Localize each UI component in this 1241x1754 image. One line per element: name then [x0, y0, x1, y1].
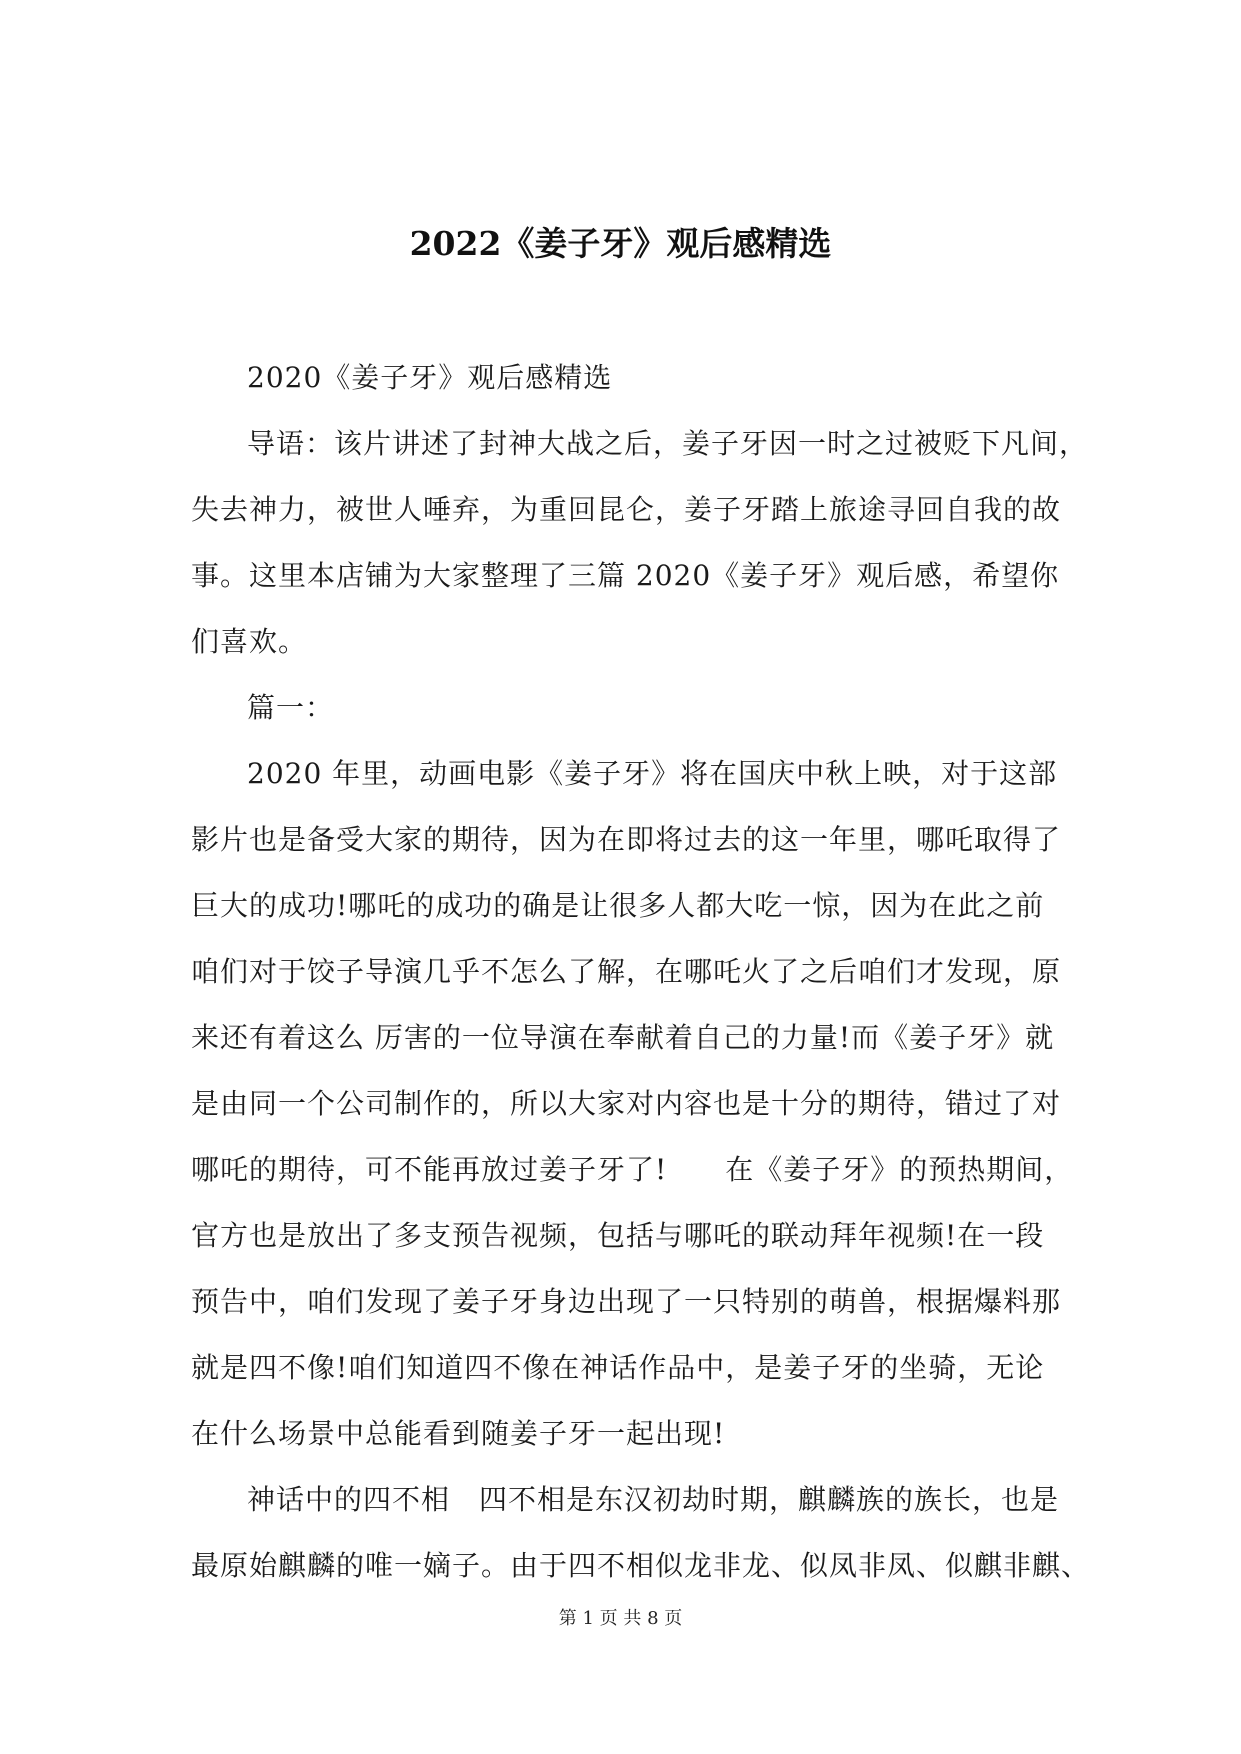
paragraph-line: 是由同一个公司制作的，所以大家对内容也是十分的期待，错过了对 — [191, 1087, 1062, 1120]
paragraph-line: 失去神力，被世人唾弃，为重回昆仑，姜子牙踏上旅途寻回自我的故 — [191, 493, 1062, 526]
paragraph-line: 们喜欢。 — [191, 625, 308, 658]
paragraph-line: 影片也是备受大家的期待，因为在即将过去的这一年里，哪吒取得了 — [191, 823, 1062, 856]
section-heading: 篇一： — [247, 691, 335, 724]
paragraph-line: 就是四不像!咱们知道四不像在神话作品中，是姜子牙的坐骑，无论 — [191, 1351, 1045, 1384]
paragraph-line: 来还有着这么 厉害的一位导演在奉献着自己的力量!而《姜子牙》就 — [191, 1021, 1055, 1054]
paragraph-line: 事。这里本店铺为大家整理了三篇 2020《姜子牙》观后感，希望你 — [191, 559, 1060, 592]
paragraph-line: 官方也是放出了多支预告视频，包括与哪吒的联动拜年视频!在一段 — [191, 1219, 1045, 1252]
paragraph-line: 预告中，咱们发现了姜子牙身边出现了一只特别的萌兽，根据爆料那 — [191, 1285, 1062, 1318]
paragraph-line: 导语：该片讲述了封神大战之后，姜子牙因一时之过被贬下凡间， — [247, 427, 1089, 460]
document-title: 2022《姜子牙》观后感精选 — [409, 224, 832, 263]
paragraph-line: 神话中的四不相 四不相是东汉初劫时期，麒麟族的族长，也是 — [247, 1483, 1060, 1516]
paragraph-line: 巨大的成功!哪吒的成功的确是让很多人都大吃一惊，因为在此之前 — [191, 889, 1045, 922]
paragraph-line: 在什么场景中总能看到随姜子牙一起出现! — [191, 1417, 726, 1450]
paragraph-line: 2020 年里，动画电影《姜子牙》将在国庆中秋上映，对于这部 — [247, 757, 1058, 790]
paragraph-line: 咱们对于饺子导演几乎不怎么了解，在哪吒火了之后咱们才发现，原 — [191, 955, 1062, 988]
page-footer: 第 1 页 共 8 页 — [558, 1608, 683, 1629]
paragraph-line: 最原始麒麟的唯一嫡子。由于四不相似龙非龙、似凤非凤、似麒非麒、 — [191, 1549, 1091, 1582]
subtitle-line: 2020《姜子牙》观后感精选 — [247, 361, 613, 394]
paragraph-line: 哪吒的期待，可不能再放过姜子牙了! 在《姜子牙》的预热期间， — [191, 1153, 1074, 1186]
